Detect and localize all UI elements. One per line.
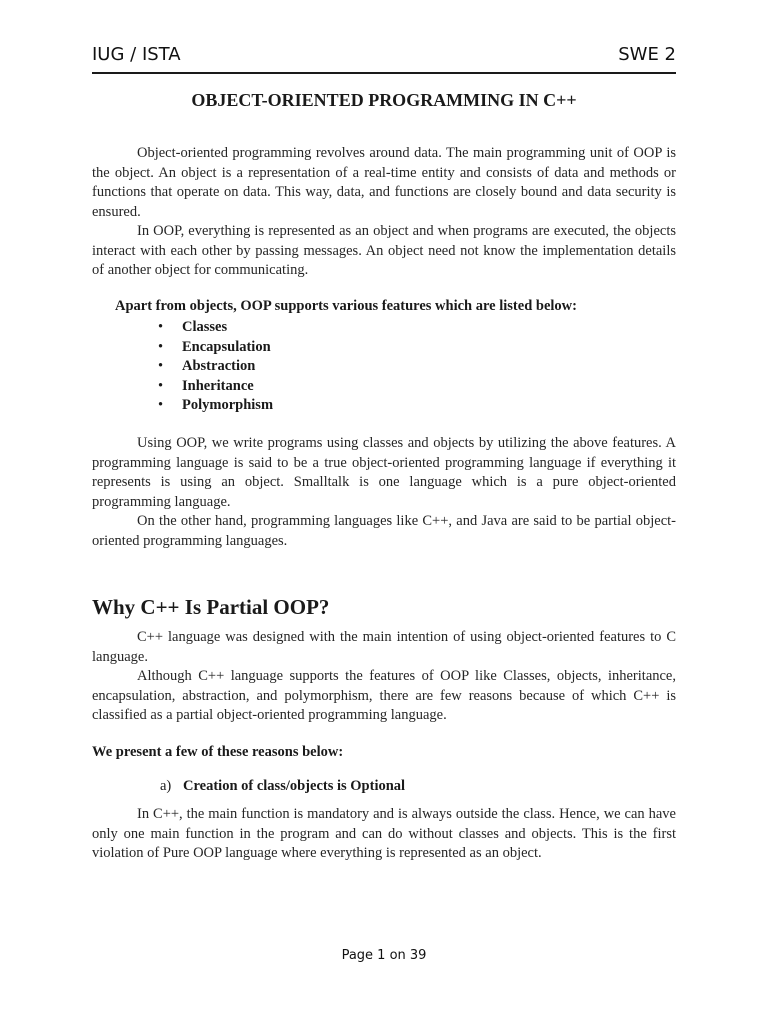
bullet-icon: • (158, 377, 164, 394)
bullet-icon: • (158, 397, 164, 413)
list-item (155, 377, 273, 397)
reason-a-heading (160, 778, 405, 795)
reason-marker: a) (160, 778, 172, 794)
header-right-text: SWE 2 (618, 44, 676, 65)
paragraph-partial-languages: On the other hand, programming languages like C++, and Java are said to be partial object-oriented programming languages. (92, 513, 676, 549)
features-intro: Apart from objects, OOP supports various features which are listed below: (115, 298, 577, 314)
list-item (155, 357, 273, 377)
list-item (155, 318, 273, 338)
page-footer: Page 1 on 39 (341, 948, 427, 963)
page-header (92, 42, 676, 74)
paragraph-cpp-features: Although C++ language supports the features of OOP like Classes, objects, inheritance, encapsulation, abstraction, and polymorphism, there are few reasons because of which C++ is classified as a partial object-oriented programming language. (92, 668, 676, 723)
bullet-icon: • (158, 319, 164, 335)
header-left-text: IUG / ISTA (92, 44, 181, 65)
feature-label: Encapsulation (182, 338, 271, 355)
features-list (155, 318, 273, 416)
feature-label: Classes (182, 319, 228, 335)
feature-label: Inheritance (182, 377, 254, 394)
list-item (155, 396, 273, 416)
paragraph-cpp-design: C++ language was designed with the main intention of using object-oriented features to C language. (92, 629, 676, 665)
list-item (155, 338, 273, 358)
paragraph-main-function: In C++, the main function is mandatory and is always outside the class. Hence, we can have only one main function in the program and can do without classes and objects. This is the first violation of Pure OOP language where everything is represented as an object. (92, 806, 676, 861)
paragraph-oop-objects: In OOP, everything is represented as an object and when programs are executed, the objects interact with each other by passing messages. An object need not know the implementation details of another object for communicating. (92, 223, 676, 278)
document-title: OBJECT-ORIENTED PROGRAMMING IN C++ (191, 90, 577, 110)
paragraph-using-oop: Using OOP, we write programs using classes and objects by utilizing the above features. A programming language is said to be a true object-oriented programming language if everything it represents is using an object. Smalltalk is one language which is a pure object-oriented programming language. (92, 435, 676, 510)
bullet-icon: • (158, 338, 164, 355)
bullet-icon: • (158, 358, 164, 374)
feature-label: Abstraction (182, 358, 256, 374)
reasons-intro: We present a few of these reasons below: (92, 744, 344, 760)
paragraph-intro: Object-oriented programming revolves around data. The main programming unit of OOP is the object. An object is a representation of a real-time entity and consists of data and methods or functions that operate on data. This way, data, and functions are closely bound and data security is ensured. (92, 145, 676, 220)
section-heading: Why C++ Is Partial OOP? (92, 595, 330, 619)
reason-title: Creation of class/objects is Optional (183, 778, 406, 794)
feature-label: Polymorphism (182, 397, 274, 413)
